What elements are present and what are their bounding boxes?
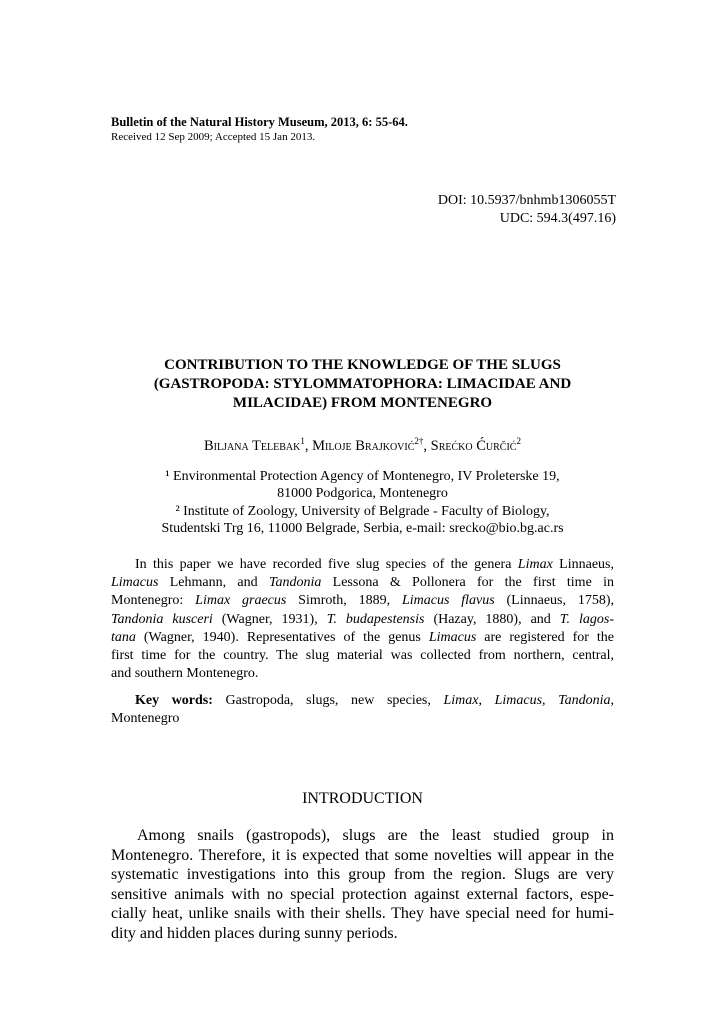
author-affiliation-mark: 1	[300, 436, 305, 446]
body-line: Among snails (gastropods), slugs are the least studied group in	[137, 827, 614, 844]
udc: UDC: 594.3(497.16)	[499, 211, 616, 226]
abstract-line: first time for the country. The slug material was collected from northern, central,	[111, 648, 614, 664]
title-line: MILACIDAE) FROM MONTENEGRO	[232, 395, 493, 411]
title-line: (GASTROPODA: STYLOMMATOPHORA: LIMACIDAE AND	[153, 376, 572, 392]
abstract-line: and southern Montenegro.	[111, 666, 259, 682]
affiliation-line: ¹ Environmental Protection Agency of Montenegro, IV Proleterske 19,	[165, 469, 560, 484]
author-separator: ,	[304, 437, 313, 454]
keywords-line: Montenegro	[111, 711, 180, 727]
paper-title	[111, 356, 614, 413]
doi: DOI: 10.5937/bnhmb1306055T	[437, 193, 616, 208]
keywords-line: Key words: Gastropoda, slugs, new species, Limax, Limacus, Tandonia,	[135, 693, 614, 708]
author-separator: ,	[423, 437, 431, 454]
abstract-line: Limacus Lehmann, and Tandonia Lessona & Pollonera for the first time in	[111, 575, 614, 591]
journal-citation: Bulletin of the Natural History Museum, 2013, 6: 55-64.	[111, 115, 408, 129]
affiliation-2	[111, 503, 614, 537]
affiliation-line: 81000 Podgorica, Montenegro	[277, 486, 448, 501]
abstract	[111, 556, 614, 683]
abstract-line: Montenegro: Limax graecus Simroth, 1889, Limacus flavus (Linnaeus, 1758),	[111, 593, 614, 609]
abstract-line: Tandonia kusceri (Wagner, 1931), T. budapestensis (Hazay, 1880), and T. lagos-	[111, 611, 614, 627]
abstract-line: In this paper we have recorded five slug species of the genera Limax Linnaeus,	[135, 557, 614, 572]
author-name: Srećko Ćurčić	[430, 437, 517, 454]
body-line: cially heat, unlike snails with their shells. They have special need for humi-	[111, 905, 614, 922]
body-line: dity and hidden places during sunny periods.	[111, 924, 398, 942]
body-line: Montenegro. Therefore, it is expected that some novelties will appear in the	[111, 846, 614, 864]
author-name: Biljana Telebak	[204, 437, 301, 454]
author-affiliation-mark: 2†	[414, 436, 424, 446]
body-line: sensitive animals with no special protection against external factors, espe-	[111, 885, 614, 903]
body-line: systematic investigations into this group from the region. Slugs are very	[111, 866, 614, 883]
introduction-paragraph	[111, 826, 614, 943]
keywords-label: Key words:	[135, 693, 213, 708]
section-heading: INTRODUCTION	[302, 790, 423, 807]
keywords	[111, 692, 614, 728]
affiliation-line: Studentski Trg 16, 11000 Belgrade, Serbia, e-mail: srecko@bio.bg.ac.rs	[161, 521, 564, 536]
received-dates: Received 12 Sep 2009; Accepted 15 Jan 2013.	[111, 131, 316, 143]
author-list	[111, 436, 614, 455]
affiliation-line: ² Institute of Zoology, University of Belgrade - Faculty of Biology,	[175, 504, 550, 519]
identifiers	[438, 192, 616, 228]
title-line: CONTRIBUTION TO THE KNOWLEDGE OF THE SLUGS	[164, 357, 561, 373]
author-name: Miloje Brajković	[312, 437, 415, 454]
author-affiliation-mark: 2	[516, 436, 521, 446]
affiliation-1	[111, 468, 614, 502]
abstract-line: tana (Wagner, 1940). Representatives of the genus Limacus are registered for the	[111, 629, 614, 645]
